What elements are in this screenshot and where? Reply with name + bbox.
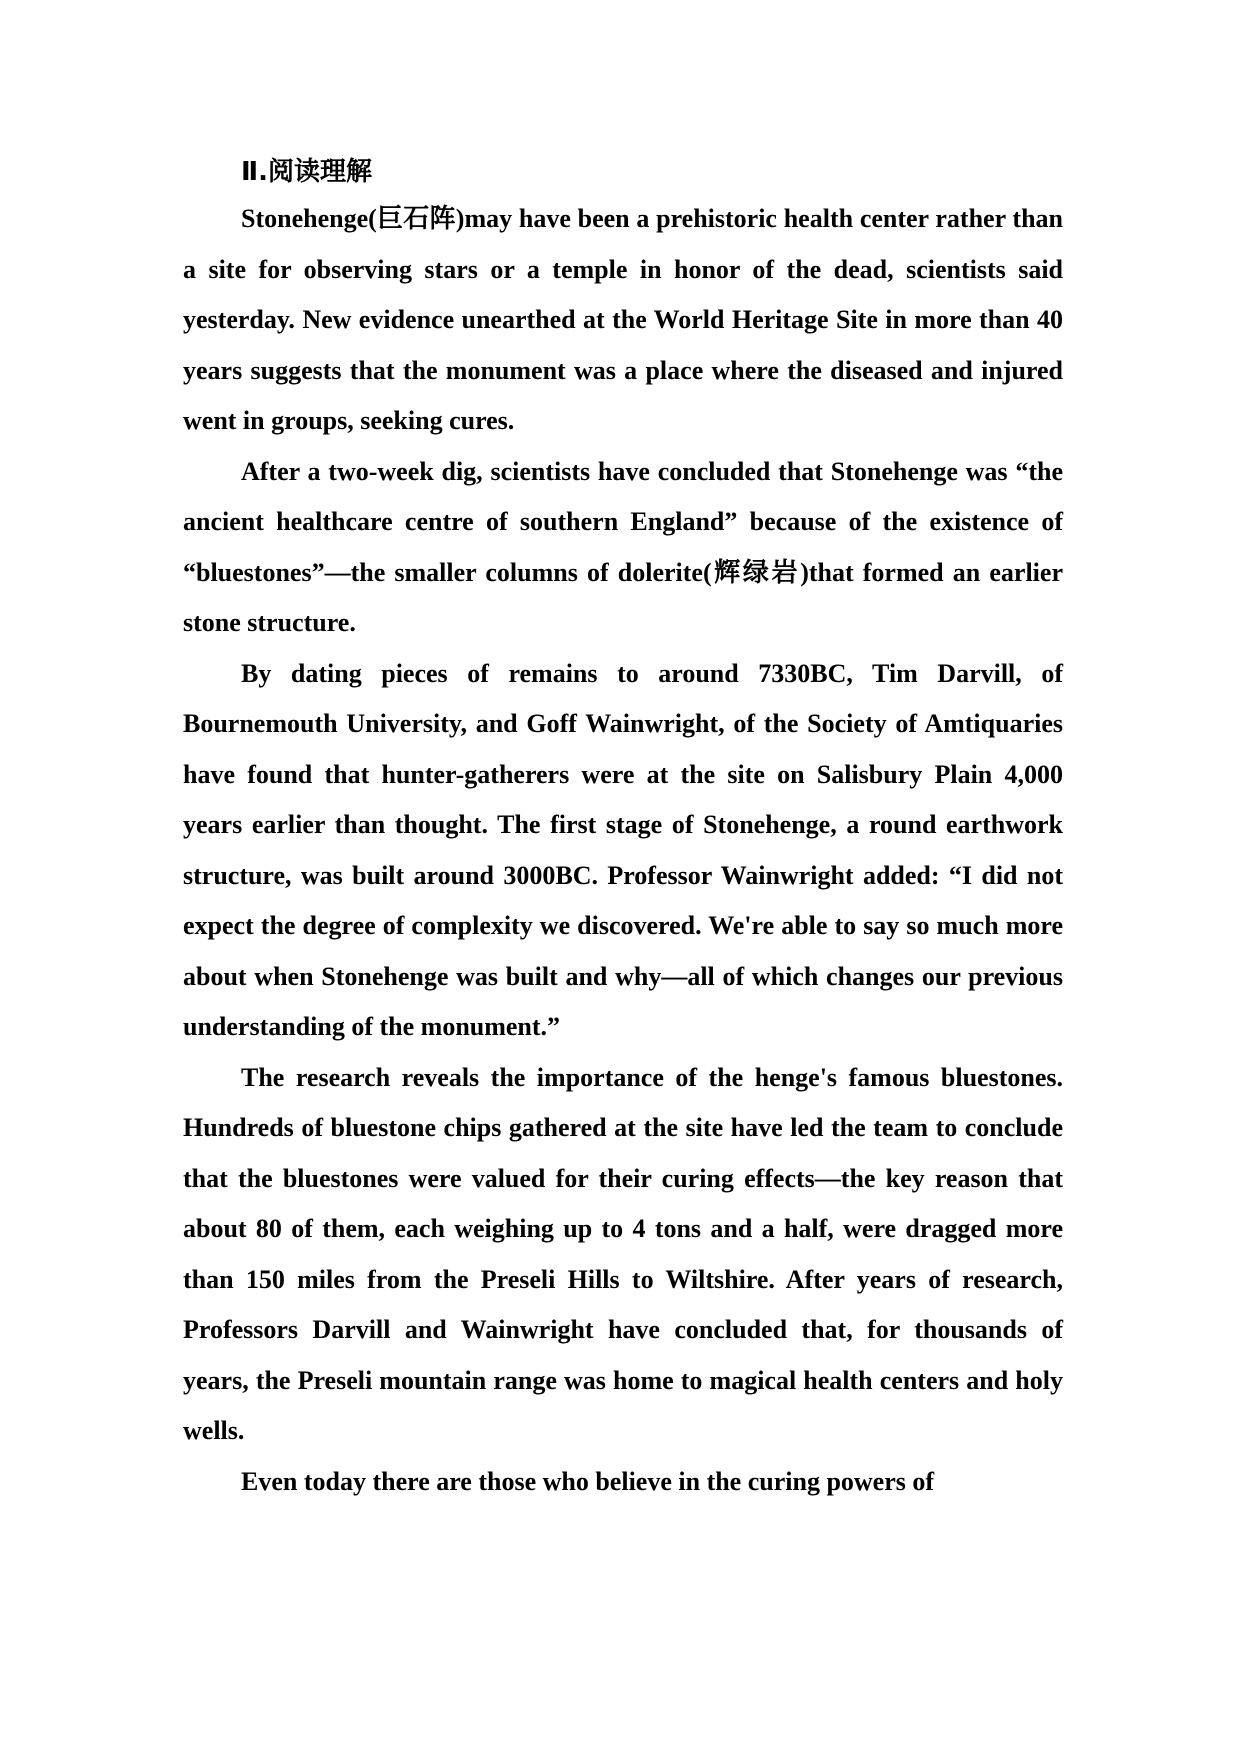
section-heading: Ⅱ.阅读理解 [241,157,373,187]
reading-passage [183,150,1063,1507]
paragraph-2: After a two-week dig, scientists have concluded that Stonehenge was “the ancient healthcare centre of southern England” because of the existence of “bluestones”—the smaller columns of dolerite(辉绿岩)that formed an earlier stone structure. [183,456,1063,637]
paragraph-3: By dating pieces of remains to around 7330BC, Tim Darvill, of Bournemouth University, and Goff Wainwright, of the Society of Amtiquaries have found that hunter-gatherers were at the site on Salisbury Plain 4,000 years earlier than thought. The first stage of Stonehenge, a round earthwork structure, was built around 3000BC. Professor Wainwright added: “I did not expect the degree of complexity we discovered. We're able to say so much more about when Stonehenge was built and why—all of which changes our previous understanding of the monument.” [183,658,1063,1041]
paragraph-4: The research reveals the importance of the henge's famous bluestones. Hundreds of bluestone chips gathered at the site have led the team to conclude that the bluestones were valued for their curing effects—the key reason that about 80 of them, each weighing up to 4 tons and a half, were dragged more than 150 miles from the Preseli Hills to Wiltshire. After years of research, Professors Darvill and Wainwright have concluded that, for thousands of years, the Preseli mountain range was home to magical health centers and holy wells. [183,1062,1063,1445]
paragraph-5: Even today there are those who believe in the curing powers of [241,1466,935,1496]
paragraph-1: Stonehenge(巨石阵)may have been a prehistoric health center rather than a site for observing stars or a temple in honor of the dead, scientists said yesterday. New evidence unearthed at the World Heritage Site in more than 40 years suggests that the monument was a place where the diseased and injured went in groups, seeking cures. [183,204,1063,435]
